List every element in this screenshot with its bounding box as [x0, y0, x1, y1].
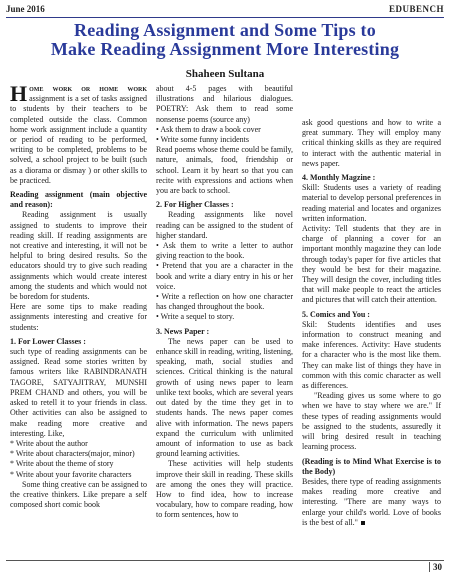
paragraph: Activity: Tell students that they are in charge of planning a cover for an important monthly magazine they can lode through today's paper for five articles that they would be best for their magazine. They will design the cover, including titles that will make people to react the articles and pictures that will catch their attention. — [302, 224, 441, 305]
end-mark-icon — [361, 521, 365, 525]
section-heading: 1. For Lower Classes : — [10, 336, 86, 346]
intro-lead: ome work or home work — [29, 84, 147, 93]
title-line-2: Make Reading Assignment More Interesting — [50, 39, 400, 59]
paragraph: Reading assignments like novel reading can be assigned to the student of higher standard. — [156, 210, 293, 240]
paragraph — [302, 477, 441, 528]
author-name: Shaheen Sultana — [185, 68, 265, 80]
header-rule — [6, 17, 444, 18]
page-header — [6, 4, 444, 17]
intro-text: assignment is a set of tasks assigned to students by their teachers to be completed outside the class. Common home work assignment include a quantity or period of reading to be performed, writing to be completed, problems to be solved, a school project to be built (such as a diorama or dismay ) or other skills to be practiced. — [10, 94, 147, 185]
section-heading: 3. News Paper : — [156, 326, 210, 336]
list-item: * Write about characters(major, minor) — [10, 449, 135, 459]
section-heading: 4. Monthly Magzine : — [302, 173, 376, 183]
issue-date: June 2016 — [6, 4, 45, 14]
article-title — [4, 21, 446, 59]
paragraph: Reading assignment is usually assigned to students to improve their reading skill. If reading assignments are not creative and interesting, it will not be helpful to bring desired results. So the educators should try to give such reading assignments which would create interest among the students and which would not be boredom for students. — [10, 210, 147, 302]
column-2 — [156, 84, 293, 521]
list-item: * Write about the theme of story — [10, 459, 114, 469]
paragraph: Read poems whose theme could be family, nature, animals, food, friendship or school. Learn it by heart so that you can recite with expressions and actions when you are back to school. — [156, 145, 293, 196]
list-item: • Ask them to draw a book cover — [156, 124, 261, 134]
section-heading: Reading assignment (main objective and reason): — [10, 190, 147, 210]
paragraph: Here are some tips to make reading assignments interesting and creative for students: — [10, 302, 147, 332]
title-line-1: Reading Assignment and Some Tips to — [74, 20, 376, 40]
footer-rule — [6, 560, 444, 561]
intro-paragraph — [10, 81, 147, 186]
list-item: • Ask them to write a letter to author giving reaction to the book. — [156, 241, 293, 261]
column-3 — [302, 118, 441, 528]
paragraph: ask good questions and how to write a great summary. They will employ many critical thinking skills as they are required to interact with the authentic material in news paper. — [302, 118, 441, 168]
drop-cap: H — [10, 81, 28, 106]
paragraph: Skil: Students identifies and uses information to construct meaning and make inferences. Activity: Have students for a character who is the most like them. They can make list of things they have in common with this comic character as well as differences. — [302, 319, 441, 391]
section-heading: (Reading is to Mind What Exercise is to the Body) — [302, 456, 441, 476]
list-item: * Write about your favorite characters — [10, 469, 132, 479]
paragraph: about 4-5 pages with beautiful illustrations and hilarious dialogues. POETRY: Ask them to read some nonsense poems (source any) — [156, 84, 293, 124]
closing-text: Besides, there type of reading assignments makes reading more creative and interesting. "There are many ways to enlarge your child's world. Love of books is the best of all." — [302, 476, 441, 527]
list-item: • Write some funny incidents — [156, 135, 249, 145]
paragraph: These activities will help students improve their skill in reading. These skills are among the ones they will practice. How to find idea, how to increase vocabulary, how to compare reading, how to form sentences, how to — [156, 459, 293, 520]
page-number: 30 — [429, 562, 442, 572]
paragraph: "Reading gives us some where to go when we have to stay where we are." If these types of reading assignments would be assigned to the students, assuredly it will bring desired result in teaching learning process. — [302, 391, 441, 452]
paragraph: Skill: Students uses a variety of reading material to develop personal preferences in reading material and locates and organizes written information. — [302, 183, 441, 223]
paragraph: The news paper can be used to enhance skill in reading, writing, listening, speaking, math, social studies and sciences. Critical thinking is the natural growth of using news paper to learn unlike text books, which are several years out dated by the time they get in to students hands. The news paper comes alive with information. The news papers expand the curriculum with unlimited amount of information to use as back ground learning activities. — [156, 336, 293, 459]
paragraph: Some thing creative can be assigned to the creative thinkers. Like prepare a self composed short comic book — [10, 479, 147, 510]
list-item: * Write about the author — [10, 438, 88, 448]
list-item: • Pretend that you are a character in the book and write a diary entry in his or her voice. — [156, 261, 293, 291]
paragraph: such type of reading assignments can be assigned. Read some stories written by famous writers like RABINDRANATH TAGORE, SATYAJITRAY, MUNSHI PREM CHAND and others, you will be asked to retell it to your friends in class. Other activities can also be assigned to make reading more creative and interesting. Like, — [10, 347, 147, 438]
column-1 — [10, 81, 147, 510]
list-item: • Write a sequel to story. — [156, 312, 235, 322]
section-heading: 5. Comics and You : — [302, 309, 370, 319]
list-item: • Write a reflection on how one character has changed throughout the book. — [156, 292, 293, 312]
section-heading: 2. For Higher Classes : — [156, 200, 234, 210]
magazine-name: EDUBENCH — [388, 4, 444, 14]
